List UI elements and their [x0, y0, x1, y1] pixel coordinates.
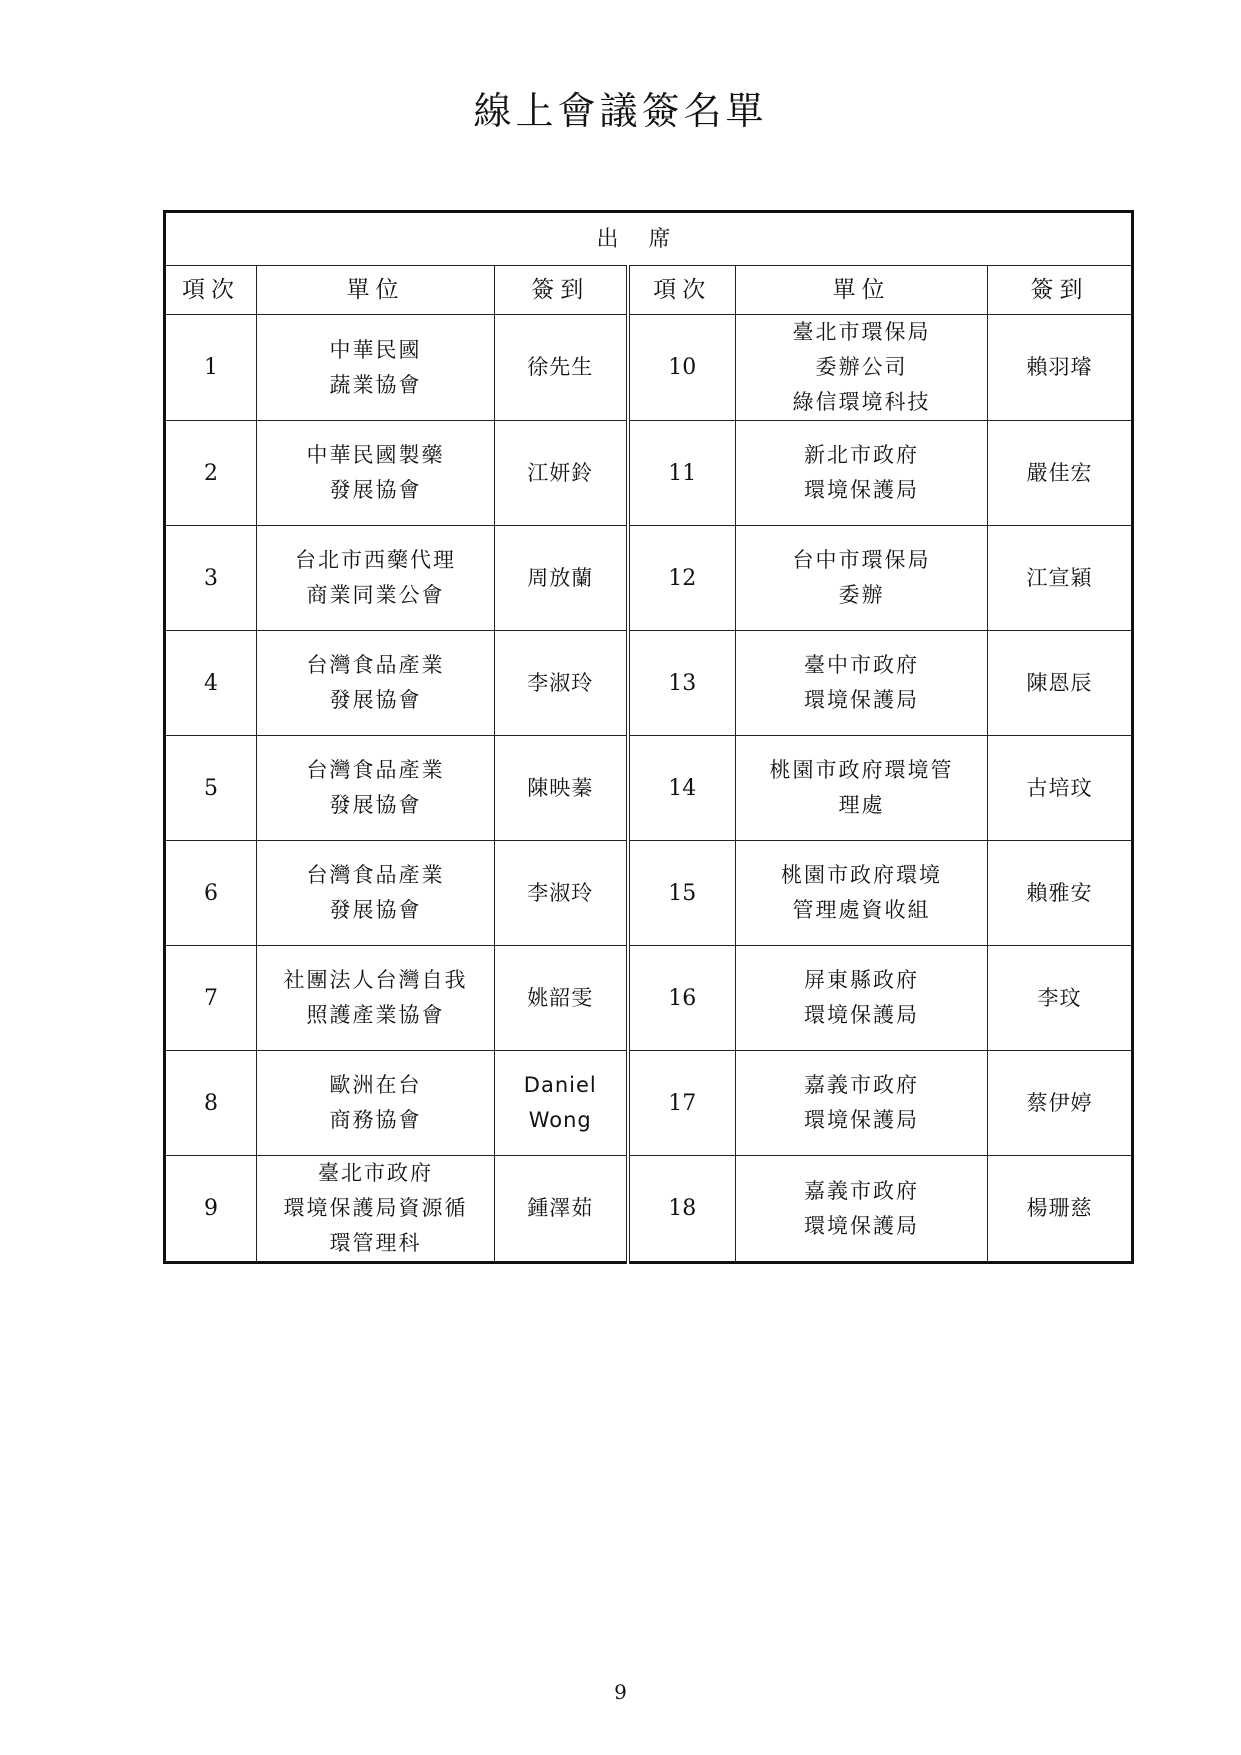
unit-cell [736, 736, 988, 841]
column-header-unit: 單位 [736, 266, 988, 315]
table-row [165, 736, 1133, 841]
unit-name-line: 台北市西藥代理 [295, 548, 456, 572]
table-row [165, 315, 1133, 421]
table-row [165, 421, 1133, 526]
unit-name-line: 環管理科 [329, 1231, 422, 1255]
signature-cell: 周放蘭 [495, 526, 628, 631]
item-number: 18 [628, 1156, 736, 1263]
signature-cell: 江妍鈴 [495, 421, 628, 526]
item-number: 16 [628, 946, 736, 1051]
unit-cell [257, 841, 495, 946]
unit-cell [257, 631, 495, 736]
section-header: 出席 [165, 212, 1133, 266]
column-header-row [165, 266, 1133, 315]
signature-cell: 楊珊慈 [988, 1156, 1133, 1263]
unit-name-line: 臺中市政府 [804, 653, 919, 677]
item-number: 4 [165, 631, 257, 736]
unit-name-line: 新北市政府 [804, 443, 919, 467]
unit-name-line: 嘉義市政府 [804, 1178, 919, 1203]
signature-cell: 江宣穎 [988, 526, 1133, 631]
unit-name-line: 台灣食品產業 [306, 863, 445, 887]
item-number: 10 [628, 315, 736, 421]
unit-cell [736, 946, 988, 1051]
unit-name-line: 環境保護局資源循 [283, 1196, 468, 1220]
unit-name-line: 台中市環保局 [792, 548, 931, 572]
item-number: 11 [628, 421, 736, 526]
signature-cell: 古培玟 [988, 736, 1133, 841]
signature-cell: 姚韶雯 [495, 946, 628, 1051]
unit-name-line: 台灣食品產業 [306, 653, 445, 677]
item-number: 12 [628, 526, 736, 631]
item-number: 5 [165, 736, 257, 841]
unit-name-line: 桃園市政府環境管 [769, 758, 954, 782]
page-number: 9 [614, 1680, 627, 1704]
unit-name-line: 理處 [838, 793, 885, 817]
unit-name-line: 環境保護局 [804, 1108, 919, 1132]
item-number: 7 [165, 946, 257, 1051]
unit-name-line: 商業同業公會 [306, 583, 445, 607]
signature-cell: 陳恩辰 [988, 631, 1133, 736]
unit-name-line: 社團法人台灣自我 [283, 968, 468, 992]
table-row [165, 1051, 1133, 1156]
unit-name-line: 環境保護局 [804, 478, 919, 502]
item-number: 17 [628, 1051, 736, 1156]
unit-name-line: 台灣食品產業 [306, 758, 445, 782]
unit-name-line: 環境保護局 [804, 1213, 919, 1238]
column-header-item: 項次 [165, 266, 257, 315]
signature-cell: Daniel Wong [495, 1051, 628, 1156]
unit-name-line: 商務協會 [329, 1108, 422, 1132]
signature-cell: 賴羽璿 [988, 315, 1133, 421]
unit-cell [257, 421, 495, 526]
unit-name-line: 發展協會 [329, 688, 422, 712]
unit-name-line: 照護產業協會 [306, 1003, 445, 1027]
signature-cell: 李淑玲 [495, 841, 628, 946]
table-row [165, 946, 1133, 1051]
unit-cell [736, 841, 988, 946]
unit-name-line: 中華民國 [329, 337, 422, 362]
table-body [165, 315, 1133, 1263]
unit-name-line: 中華民國製藥 [306, 443, 445, 467]
unit-cell [257, 946, 495, 1051]
item-number: 6 [165, 841, 257, 946]
column-header-unit: 單位 [257, 266, 495, 315]
unit-cell [736, 526, 988, 631]
table-row [165, 1156, 1133, 1263]
item-number: 2 [165, 421, 257, 526]
item-number: 13 [628, 631, 736, 736]
unit-cell [736, 631, 988, 736]
unit-cell [736, 1156, 988, 1263]
unit-cell [736, 315, 988, 421]
item-number: 15 [628, 841, 736, 946]
unit-cell [257, 1156, 495, 1263]
signature-cell: 鍾澤茹 [495, 1156, 628, 1263]
unit-name-line: 發展協會 [329, 793, 422, 817]
unit-cell [257, 1051, 495, 1156]
signature-cell: 李淑玲 [495, 631, 628, 736]
unit-cell [257, 736, 495, 841]
unit-cell [257, 526, 495, 631]
unit-name-line: 委辦公司 [815, 355, 908, 379]
unit-name-line: 桃園市政府環境 [781, 863, 942, 887]
unit-name-line: 蔬業協會 [329, 372, 422, 397]
unit-cell [736, 421, 988, 526]
signature-cell: 嚴佳宏 [988, 421, 1133, 526]
unit-name-line: 綠信環境科技 [792, 390, 931, 414]
column-header-sign: 簽到 [988, 266, 1133, 315]
unit-name-line: 環境保護局 [804, 1003, 919, 1027]
signature-cell: 賴雅安 [988, 841, 1133, 946]
signature-cell: 李玟 [988, 946, 1133, 1051]
signature-cell: 徐先生 [495, 315, 628, 421]
unit-name-line: 歐洲在台 [329, 1073, 422, 1097]
sign-in-table [163, 210, 1134, 1264]
item-number: 3 [165, 526, 257, 631]
unit-name-line: 環境保護局 [804, 688, 919, 712]
column-header-sign: 簽到 [495, 266, 628, 315]
signature-cell: 蔡伊婷 [988, 1051, 1133, 1156]
unit-name-line: 委辦 [838, 583, 885, 607]
unit-name-line: 屏東縣政府 [804, 968, 919, 992]
item-number: 9 [165, 1156, 257, 1263]
table-row [165, 841, 1133, 946]
table-row [165, 631, 1133, 736]
unit-name-line: 臺北市環保局 [792, 320, 931, 344]
table-row [165, 526, 1133, 631]
unit-name-line: 發展協會 [329, 478, 422, 502]
item-number: 8 [165, 1051, 257, 1156]
unit-name-line: 發展協會 [329, 898, 422, 922]
signature-cell: 陳映蓁 [495, 736, 628, 841]
unit-name-line: 管理處資收組 [792, 898, 931, 922]
item-number: 1 [165, 315, 257, 421]
unit-name-line: 嘉義市政府 [804, 1073, 919, 1097]
column-header-item: 項次 [628, 266, 736, 315]
item-number: 14 [628, 736, 736, 841]
page-title: 線上會議簽名單 [473, 89, 768, 133]
unit-cell [257, 315, 495, 421]
unit-cell [736, 1051, 988, 1156]
unit-name-line: 臺北市政府 [318, 1161, 433, 1185]
